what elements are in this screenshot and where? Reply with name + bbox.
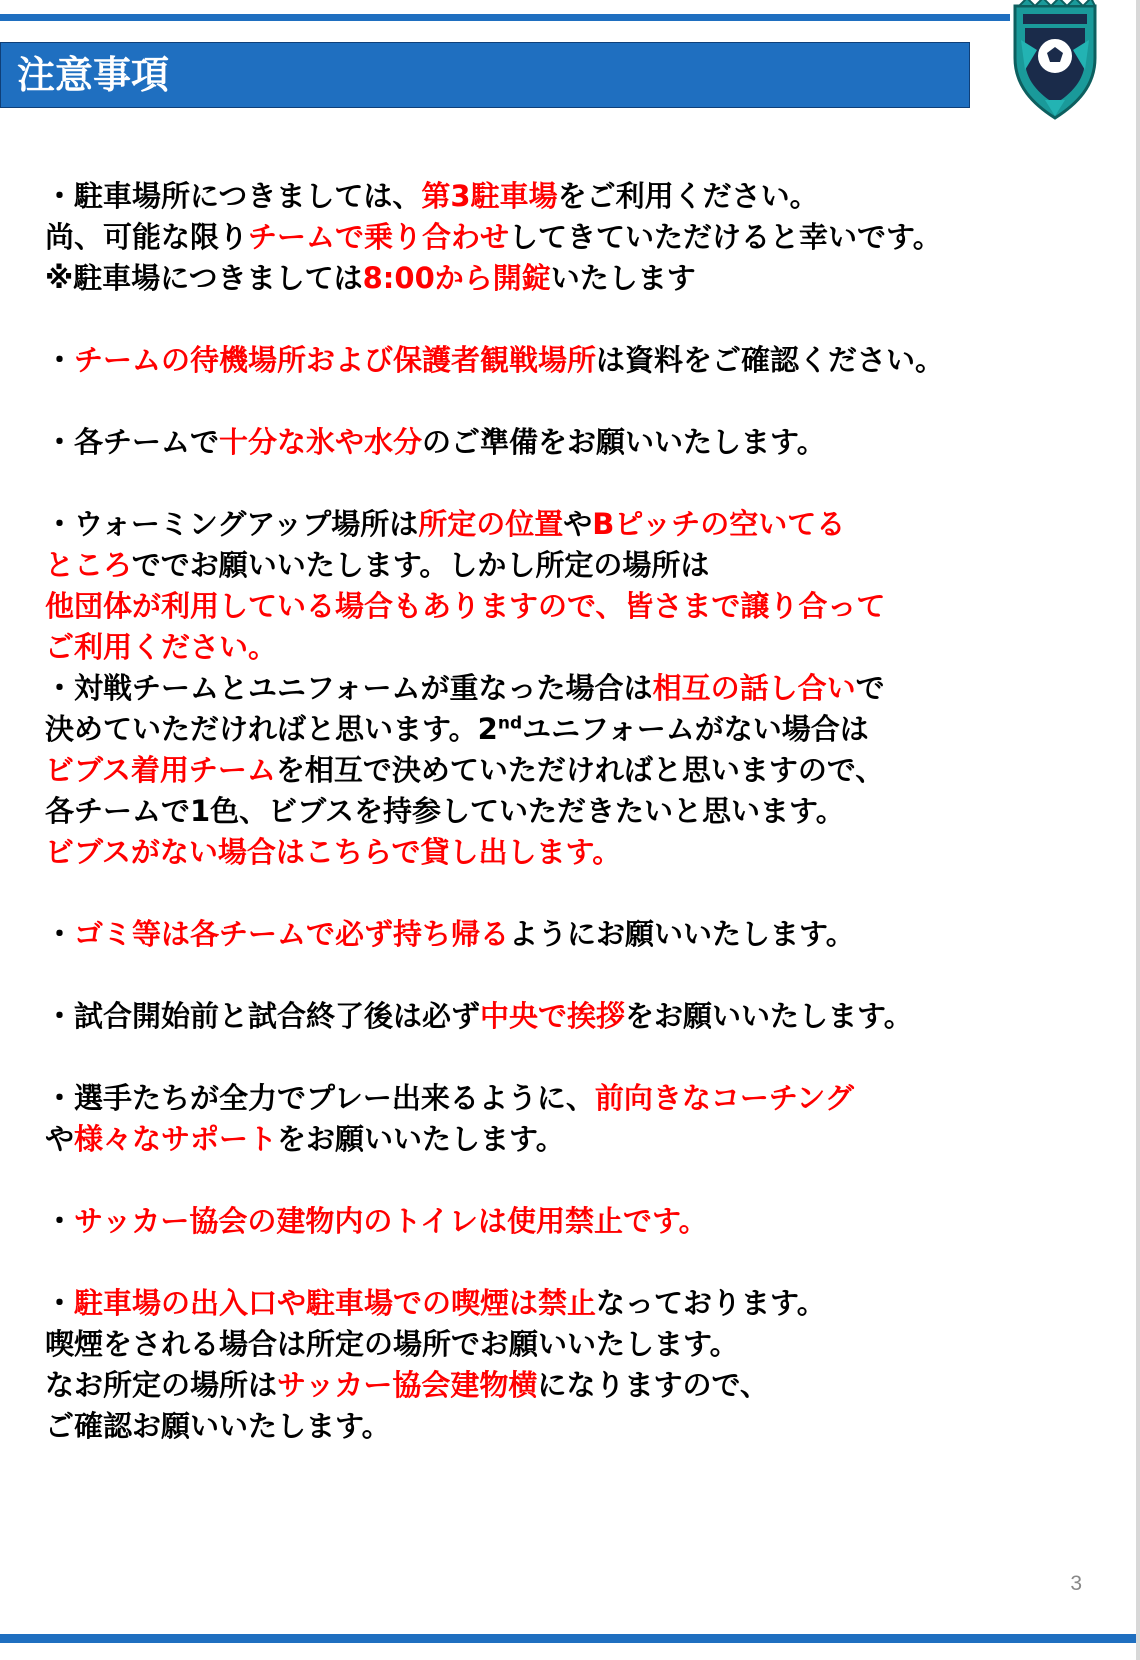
superscript-text: nd (497, 713, 523, 734)
notice-text: や (563, 507, 593, 541)
notice-content (45, 176, 1075, 1447)
page-number: 3 (1070, 1572, 1082, 1595)
blank-line (45, 955, 1075, 996)
notice-text: ・各チームで (45, 425, 220, 459)
blank-line (45, 1242, 1075, 1283)
notice-line (45, 1406, 1075, 1447)
notice-line (45, 668, 1075, 709)
highlighted-text: 第3駐車場 (421, 179, 558, 213)
notice-line (45, 1283, 1075, 1324)
highlighted-text: チームで乗り合わせ (248, 220, 510, 254)
notice-text: ・ (45, 917, 75, 951)
highlighted-text: 所定の位置 (418, 507, 564, 541)
notice-text: をお願いいたします。 (625, 999, 913, 1033)
notice-text: ・試合開始前と試合終了後は必ず (45, 999, 481, 1033)
highlighted-text: サッカー協会建物横 (277, 1368, 538, 1402)
notice-text: ・ (45, 1204, 75, 1238)
section-title: 注意事項 (17, 53, 170, 97)
notice-line (45, 750, 1075, 791)
notice-line (45, 1201, 1075, 1242)
notice-line (45, 340, 1075, 381)
highlighted-text: 前向きなコーチング (594, 1081, 854, 1115)
blank-line (45, 299, 1075, 340)
notice-text: 喫煙をされる場合は所定の場所でお願いいたします。 (45, 1327, 739, 1361)
notice-text: してきていただけると幸いです。 (509, 220, 942, 254)
notice-text: ・ウォーミングアップ場所は (45, 507, 419, 541)
notice-line (45, 545, 1075, 586)
blank-line (45, 1037, 1075, 1078)
notice-line (45, 586, 1075, 627)
notice-line (45, 1324, 1075, 1365)
notice-text: なっております。 (596, 1286, 826, 1320)
highlighted-text: 十分な氷や水分 (219, 425, 423, 459)
notice-line (45, 217, 1075, 258)
notice-line (45, 176, 1075, 217)
notice-text: をご利用ください。 (557, 179, 819, 213)
highlighted-text: 様々なサポート (74, 1122, 278, 1156)
notice-text: 尚、可能な限り (45, 220, 249, 254)
notice-text: は資料をご確認ください。 (596, 343, 945, 377)
notice-line (45, 996, 1075, 1037)
highlighted-text: 駐車場の出入口や駐車場での喫煙は禁止 (74, 1286, 597, 1320)
notice-line (45, 1119, 1075, 1160)
notice-text: ※駐車場につきましては (45, 261, 363, 295)
notice-line (45, 832, 1075, 873)
notice-text: ようにお願いいたします。 (509, 917, 855, 951)
highlighted-text: ご利用ください。 (45, 630, 278, 664)
notice-text: ・対戦チームとユニフォームが重なった場合は (45, 671, 653, 705)
blank-line (45, 1160, 1075, 1201)
notice-text: のご準備をお願いいたします。 (422, 425, 826, 459)
highlighted-text: サッカー協会の建物内のトイレは使用禁止です。 (74, 1204, 708, 1238)
highlighted-text: ところ (45, 548, 132, 582)
highlighted-text: チームの待機場所および保護者観戦場所 (74, 343, 597, 377)
notice-text: ・選手たちが全力でプレー出来るように、 (45, 1081, 595, 1115)
notice-line (45, 1078, 1075, 1119)
notice-text: 決めていただければと思います。2 (45, 712, 498, 746)
notice-line (45, 258, 1075, 299)
blank-line (45, 463, 1075, 504)
notice-line (45, 1365, 1075, 1406)
notice-text: ででお願いいたします。しかし所定の場所は (131, 548, 710, 582)
notice-line (45, 627, 1075, 668)
club-emblem-icon (1007, 0, 1103, 122)
notice-text: ユニフォームがない場合は (522, 712, 869, 746)
notice-line (45, 709, 1075, 750)
notice-text: で (855, 671, 885, 705)
highlighted-text: ビブス着用チーム (45, 753, 276, 787)
notice-text: をお願いいたします。 (277, 1122, 565, 1156)
bottom-divider-line (0, 1634, 1140, 1643)
highlighted-text: 中央で挨拶 (480, 999, 626, 1033)
highlighted-text: 他団体が利用している場合もありますので、皆さまで譲り合って (45, 589, 886, 623)
notice-text: ご確認お願いいたします。 (45, 1409, 391, 1443)
notice-text: なお所定の場所は (45, 1368, 278, 1402)
notice-line (45, 422, 1075, 463)
notice-text: ・ (45, 1286, 75, 1320)
highlighted-text: 8:00から開錠 (362, 261, 551, 295)
blank-line (45, 873, 1075, 914)
notice-line (45, 504, 1075, 545)
highlighted-text: 相互の話し合い (652, 671, 856, 705)
notice-text: や (45, 1122, 75, 1156)
notice-text: を相互で決めていただければと思いますので、 (275, 753, 885, 787)
top-divider-line (0, 14, 1010, 21)
blank-line (45, 381, 1075, 422)
highlighted-text: Bピッチの空いてる (592, 507, 846, 541)
notice-line (45, 914, 1075, 955)
page-edge (1136, 0, 1140, 1660)
notice-text: になりますので、 (537, 1368, 769, 1402)
highlighted-text: ビブスがない場合はこちらで貸し出します。 (45, 835, 622, 869)
notice-line (45, 791, 1075, 832)
notice-text: ・駐車場所につきましては、 (45, 179, 422, 213)
notice-text: いたします (550, 261, 696, 295)
highlighted-text: ゴミ等は各チームで必ず持ち帰る (74, 917, 510, 951)
section-title-bar (0, 42, 970, 108)
notice-text: 各チームで1色、ビブスを持参していただきたいと思います。 (45, 794, 845, 828)
notice-text: ・ (45, 343, 75, 377)
